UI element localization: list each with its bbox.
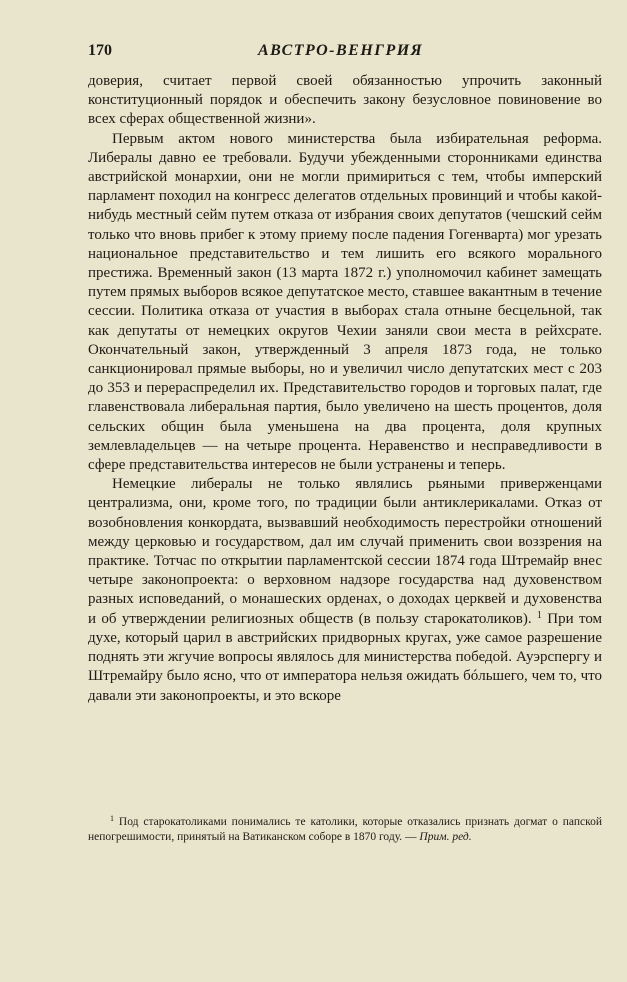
page-header [88,42,600,64]
paragraph-text-part: Немецкие либералы не только являлись рьяными приверженцами централизма, они, кроме того, по традиции были антиклерикалами. Отказ от возобновления конкордата, вызвавший необходимость перестройки отношений между церковью и государством, дал им случай применить свои воззрения на практике. Тотчас по открытии парламентской сессии 1874 года Штремайр внес четыре законопроекта: о верховном надзоре государства над духовенством разных исповеданий, о монашеских орденах, о доходах церквей и духовенства и об утверждении религиозных обществ (в пользу старокатоликов). [88,476,602,627]
body-text [88,72,602,706]
footnote-mark: 1 [110,814,114,823]
page-number: 170 [88,42,112,59]
footnote-reference: 1 [536,609,542,621]
paragraph-text-part: При том духе, который царил в австрийских придворных кругах, уже самое разрешение поднять эти жгучие вопросы являлось для министерства победой. Ауэрспергу и Штремайру было ясно, что от императора нельзя ожидать бóльшего, чем то, что давали эти законопроекты, и это вскоре [88,610,603,704]
footnote [88,815,602,844]
running-title: АВСТРО-ВЕНГРИЯ [258,42,424,59]
footnote-body: Под старокатоликами понимались те католики, которые отказались признать догмат о папской непогрешимости, принятый на Ватиканском соборе в 1870 году. — [88,816,603,843]
paragraph-anticlericalism [88,475,602,705]
paragraph-electoral-reform: Первым актом нового министерства была избирательная реформа. Либералы давно ее требовали. Будучи убежденными сторонниками единства австрийской монархии, они не могли примириться с тем, чтобы имперский парламент походил на конгресс делегатов отдельных провинций и чтобы какой-нибудь местный сейм путем отказа от избрания своих депутатов (чешский сейм только что вновь прибег к этому приему после падения Гогенварта) мог урезать национальное представительство и тем лишить его всякого морального престижа. Временный закон (13 марта 1872 г.) уполномочил кабинет замещать путем прямых выборов всякое депутатское место, ставшее вакантным в течение сессии. Политика отказа от участия в выборах стала отныне бесцельной, так как депутаты от немецких округов Чехии заняли свои места в рейхсрате. Окончательный закон, утвержденный 3 апреля 1873 года, не только санкционировал прямые выборы, но и увеличил число депутатских мест с 203 до 353 и перераспределил их. Представительство городов и торговых палат, где главенствовала либеральная партия, было увеличено на шесть процентов, доля сельских общин была уменьшена на два процента, доля крупных землевладельцев — на четыре процента. Неравенство и несправедливости в сфере представительства интересов не были устранены и теперь. [88,130,602,474]
editor-note: Прим. ред. [419,830,472,843]
paragraph-continued: доверия, считает первой своей обязанностью упрочить законный конституционный порядок и обеспечить закону безусловное повиновение во всех сферах общественной жизни». [88,73,602,128]
footnote-text [88,815,602,844]
